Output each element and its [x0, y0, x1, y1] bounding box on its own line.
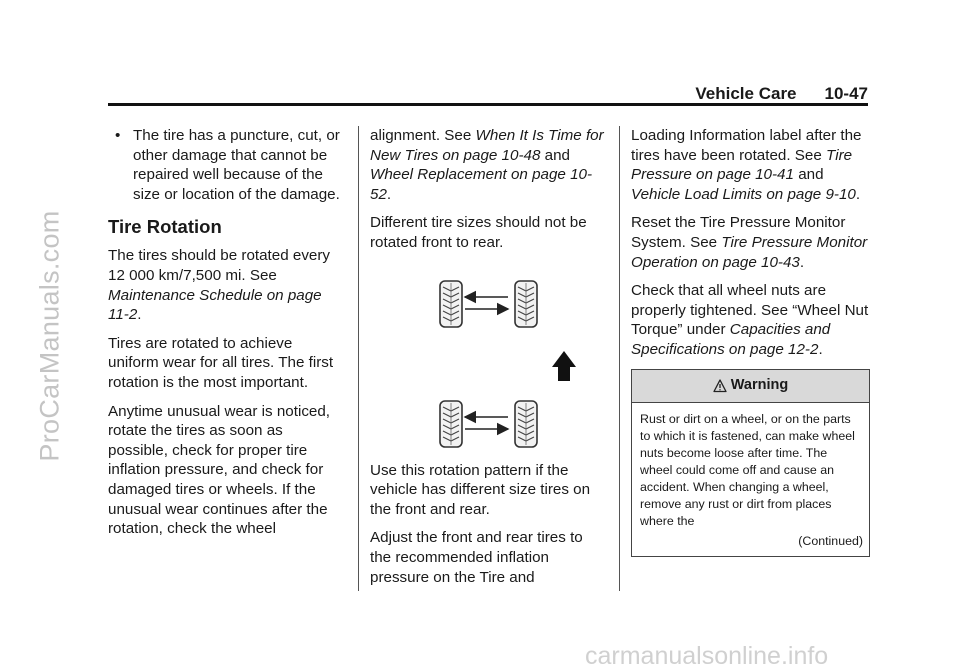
column-1 — [108, 126, 344, 548]
paragraph: Use this rotation pattern if the vehicle has different size tires on the front and rear. — [370, 461, 591, 518]
header-rule — [108, 103, 868, 106]
tire-icon — [515, 401, 537, 447]
cross-reference-link[interactable]: Tire Pressure Monitor Operation on page 10-43 — [631, 233, 868, 271]
paragraph: Anytime unusual wear is noticed, rotate the tires as soon as possible, check for proper tire inflation pressure, and check for damaged tires or wheels. If the unusual wear continues after the rotation, check the wheel — [108, 402, 331, 538]
list-item — [108, 126, 344, 204]
tire-icon — [440, 401, 462, 447]
text: Loading Information label after the tires have been rotated. See — [631, 127, 862, 164]
text: . — [855, 185, 861, 203]
tire-rotation-diagram — [370, 263, 606, 453]
section-heading: Tire Rotation — [108, 216, 222, 238]
paragraph: Adjust the front and rear tires to the recommended inflation pressure on the Tire and — [370, 529, 583, 586]
paragraph — [108, 246, 344, 324]
bullet-marker: • — [115, 127, 121, 144]
warning-box — [631, 369, 870, 557]
text: . — [799, 253, 805, 271]
cross-reference-link[interactable]: Capacities and Specifications on page 12-2 — [631, 321, 831, 358]
text: The tires should be rotated every 12 000 km/7,500 mi. See — [108, 247, 331, 284]
tire-icon — [440, 281, 462, 327]
text: and — [540, 146, 570, 164]
page-header — [695, 84, 868, 104]
watermark-bottom: carmanualsonline.info — [585, 642, 829, 670]
warning-title: Warning — [730, 376, 789, 393]
column-divider — [358, 126, 359, 591]
text: . — [818, 340, 823, 358]
continued-label: (Continued) — [798, 534, 863, 549]
rotation-pattern-figure — [370, 263, 606, 453]
warning-text: Rust or dirt on a wheel, or on the parts to which it is fastened, can make wheel nuts become loose after time. The wheel could come off and cause an accident. When changing a wheel, remove any rust or dirt from places where the — [640, 411, 855, 529]
up-arrow-icon — [552, 351, 576, 381]
text: Reset the Tire Pressure Monitor System. See — [631, 214, 846, 251]
column-3 — [631, 126, 869, 557]
paragraph: Different tire sizes should not be rotated front to rear. — [370, 214, 587, 251]
text: Check that all wheel nuts are properly tightened. See “Wheel Nut Torque” under — [631, 282, 869, 339]
cross-reference-link[interactable]: Vehicle Load Limits on page 9-10 — [631, 185, 856, 203]
watermark-side: ProCarManuals.com — [34, 210, 65, 462]
cross-reference-link[interactable]: When It Is Time for New Tires on page 10-48 — [370, 127, 604, 164]
paragraph — [631, 281, 869, 359]
page-number: 10-47 — [824, 84, 868, 103]
warning-triangle-icon — [713, 379, 727, 393]
tire-icon — [515, 281, 537, 327]
text: and — [793, 166, 824, 184]
column-divider — [619, 126, 620, 591]
paragraph — [370, 126, 606, 204]
paragraph — [631, 213, 869, 272]
text: alignment. See — [370, 127, 476, 144]
warning-header — [632, 370, 869, 403]
paragraph — [631, 126, 869, 204]
column-2 — [370, 126, 606, 596]
paragraph: Tires are rotated to achieve uniform wear for all tires. The first rotation is the most important. — [108, 334, 334, 391]
cross-reference-link[interactable]: Wheel Replacement on page 10-52 — [370, 166, 593, 203]
cross-reference-link[interactable]: Maintenance Schedule on page 11-2 — [108, 286, 322, 324]
text: . — [137, 306, 142, 324]
bullet-text: The tire has a puncture, cut, or other damage that cannot be repaired well because of the size or location of the damage. — [133, 127, 340, 203]
section-title: Vehicle Care — [695, 84, 797, 103]
text: . — [386, 185, 392, 203]
cross-reference-link[interactable]: Tire Pressure on page 10-41 — [631, 146, 853, 184]
